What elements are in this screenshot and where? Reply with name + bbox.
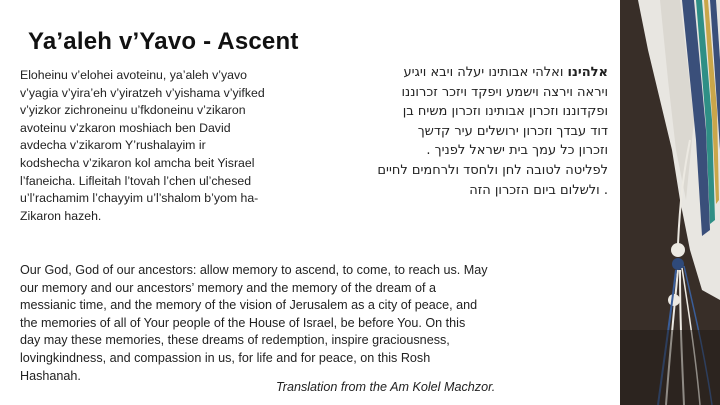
transliteration-line: v’yagia v’yira’eh v’yiratzeh v’yishama v’yifked (20, 85, 265, 100)
hebrew-first-word: אלהינו (567, 65, 608, 80)
translation-line: Our God, God of our ancestors: allow memory to ascend, to come, to reach us. May (20, 263, 488, 277)
english-translation-block (20, 262, 560, 385)
transliteration-line: l’faneicha. Lifleitah l’tovah l’chen ul’chesed (20, 173, 252, 188)
tallit-fringes-photo (620, 0, 720, 405)
hebrew-line (300, 63, 608, 83)
translation-line: lovingkindness, and compassion in us, for life and for peace, on this Rosh (20, 350, 431, 365)
hebrew-line: וזכרון כל עמך בית ישראל לפניך . (426, 143, 608, 159)
translation-line: day may these memories, these dreams of redemption, inspire graciousness, (20, 333, 450, 348)
hebrew-text-block (300, 63, 608, 200)
translation-line: the memories of all of Your people of the House of Israel, be before You. On this (20, 315, 466, 330)
translation-line: messianic time, and the memory of the vision of Jerusalem as a city of peace, and (20, 298, 478, 313)
translation-line: Hashanah. (20, 368, 81, 383)
transliteration-line: kodshecha v’zikaron kol amcha beit Yisrael (20, 155, 255, 170)
hebrew-line: ופקדוננו וזכרון אבותינו וזכרון משיח בן (402, 104, 608, 120)
transliteration-line: Eloheinu v’elohei avoteinu, ya’aleh v’yavo (20, 68, 247, 82)
transliteration-line: avdecha v’zikarom Y’rushalayim ir (20, 138, 206, 153)
transliteration-line: u’l’rachamim l’chayyim u’l’shalom b’yom ha- (20, 191, 259, 206)
hebrew-line: . ולשלום ביום הזכרון הזה (469, 182, 608, 198)
transliteration-line: avoteinu v’zkaron moshiach ben David (20, 120, 231, 135)
translation-line: our memory and our ancestors’ memory and the memory of the dream of a (20, 280, 437, 295)
transliteration-line: Zikaron hazeh. (20, 208, 102, 223)
hebrew-line: ויראה וירצה וישמע ויפקד ויזכר זכרוננו (401, 84, 608, 100)
slide-title: Ya’aleh v’Yavo - Ascent (28, 28, 299, 55)
transliteration-line: v’yizkor zichroneinu u’fkdoneinu v’zikaron (20, 103, 246, 118)
transliteration-block (20, 67, 302, 225)
translation-credit: Translation from the Am Kolel Machzor. (276, 380, 496, 394)
tzitzit-knot (671, 243, 685, 257)
hebrew-line: לפליטה לטובה לחן ולחסד ולרחמים לחיים (377, 162, 608, 178)
hebrew-line: דוד עבדך וזכרון ירושלים עיר קדשך (417, 123, 608, 139)
photo-bottom-shadow (620, 330, 720, 405)
tallit-fringes-image (620, 0, 720, 405)
hebrew-first-line-rest: ואלהי אבותינו יעלה ויבא ויגיע (403, 65, 568, 80)
